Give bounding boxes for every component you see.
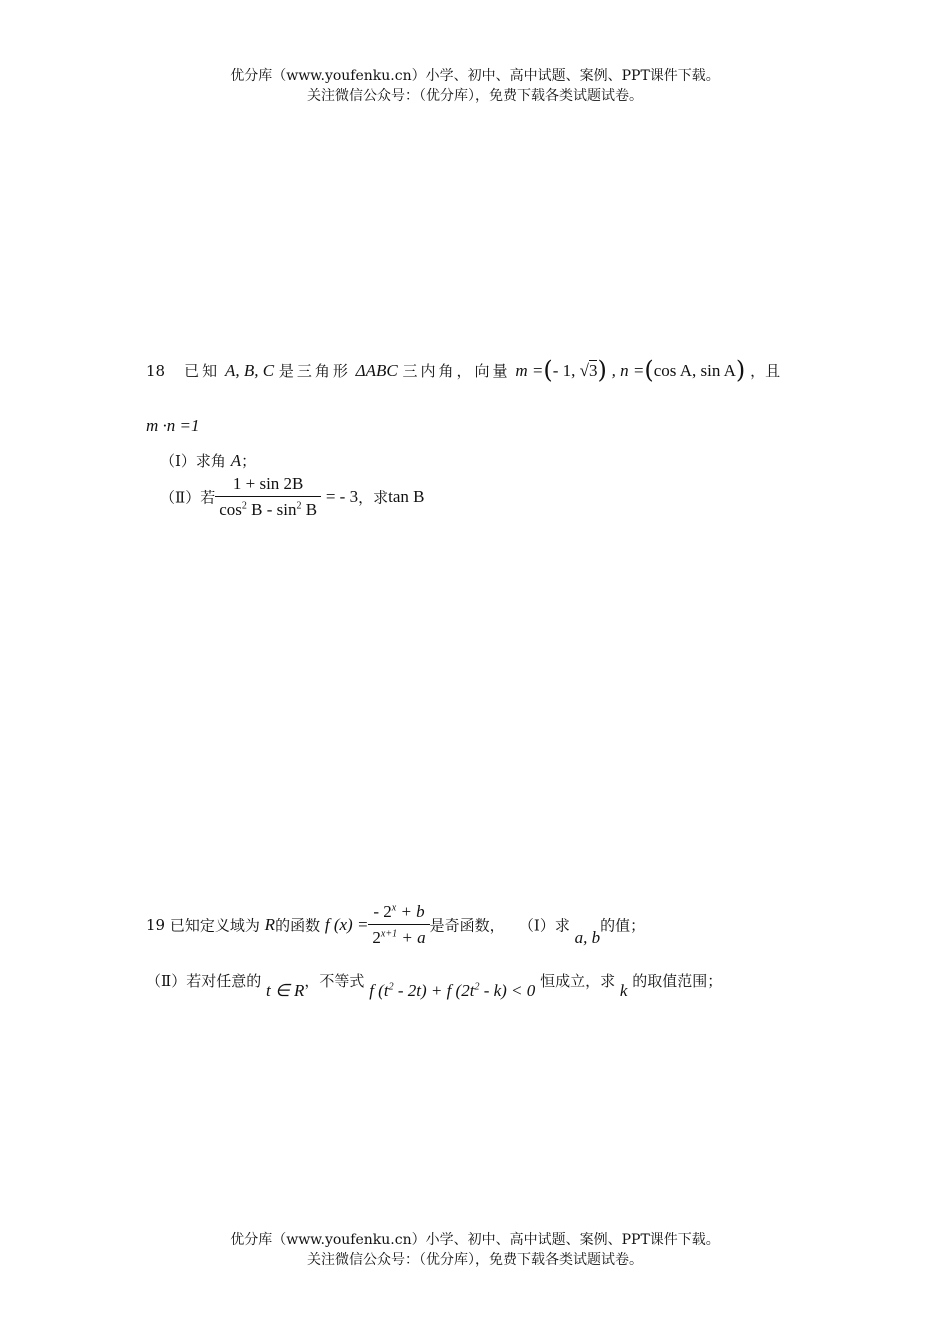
page-footer — [0, 1230, 950, 1270]
q18-fraction-denominator: $\cos^2 B - \sin^2 B$ — [215, 496, 321, 520]
q18-stem — [146, 356, 780, 384]
q19-part-2: （Ⅱ）若对任意的 t ∈ R，不等式 f $(t^2 - 2t) + f$ $(2t^2 - k) < 0$ 恒成立，求 k 的取值范围； — [146, 972, 723, 1000]
q18-fraction — [215, 474, 321, 520]
q18-vector-n: , n =(cos A, sin A) — [611, 356, 746, 384]
header-line-1: 优分库（www.youfenku.cn）小学、初中、高中试题、案例、PPT课件下载。 — [230, 68, 720, 84]
q19-condition: t ∈ R — [265, 981, 305, 1000]
q19-inequality: f $(t^2 - 2t) + f$ $(2t^2 - k) < 0$ — [369, 981, 536, 1000]
q19-fraction-denominator: $2^{x+1} + a$ — [368, 924, 429, 948]
q18-text-4: ，且 — [750, 362, 781, 380]
q19-fx: f (x) = — [324, 915, 369, 934]
q19-part-1-label: （Ⅰ）求 — [518, 916, 570, 935]
q18-text-1: 已知 — [184, 362, 221, 380]
q18-ask: tan B — [388, 487, 425, 506]
q18-rhs: = - 3 — [325, 487, 359, 506]
q18-fraction-numerator: 1 + sin 2B — [232, 474, 304, 493]
footer-line-1: 优分库（www.youfenku.cn）小学、初中、高中试题、案例、PPT课件下载。 — [230, 1232, 720, 1248]
q18-number: 18 — [146, 362, 166, 380]
q19-fraction — [368, 902, 429, 948]
q18-part-1-var: A — [230, 451, 242, 470]
q19-part-2-label: （Ⅱ）若对任意的 — [146, 972, 262, 990]
q18-part-2-label: （Ⅱ）若 — [160, 488, 216, 507]
q19-k: k — [619, 981, 628, 1000]
q19-stem: 19 已知定义域为 R的函数 f (x) = $\frac{- 2^x + b}{2^{x+1} + a}$ 是奇函数， （Ⅰ）求 a, b的值； — [146, 902, 646, 947]
footer-line-2: 关注微信公众号：（优分库），免费下载各类试题试卷。 — [307, 1252, 643, 1268]
q18-part-1: （Ⅰ）求角 A； — [160, 451, 257, 470]
q18-text-2: 是三角形 — [278, 362, 351, 380]
q18-abc: A, B, C — [224, 361, 275, 380]
q18-condition: m ·n =1 — [146, 416, 200, 435]
page-header — [0, 66, 950, 106]
q18-vector-m: m =(- 1, √3) — [515, 356, 607, 384]
q19-part-1-vars: a, b — [574, 928, 601, 947]
q19-fraction-numerator: - $2^x + b$ — [373, 902, 425, 921]
q18-sqrt-3: 3 — [588, 361, 598, 380]
q19-R: R — [264, 915, 276, 934]
q19-number: 19 — [146, 916, 166, 934]
q18-text-3: 三内角，向量 — [402, 362, 511, 380]
q18-part-1-label: （Ⅰ）求角 — [160, 452, 226, 470]
header-line-2: 关注微信公众号：（优分库），免费下载各类试题试卷。 — [307, 88, 643, 104]
q18-part-2: （Ⅱ）若 $\frac{1 + \sin 2B}{\cos^2 B - \sin^2 B}$ = - 3，求tan B — [160, 474, 425, 519]
q18-triangle: ΔABC — [355, 361, 398, 380]
